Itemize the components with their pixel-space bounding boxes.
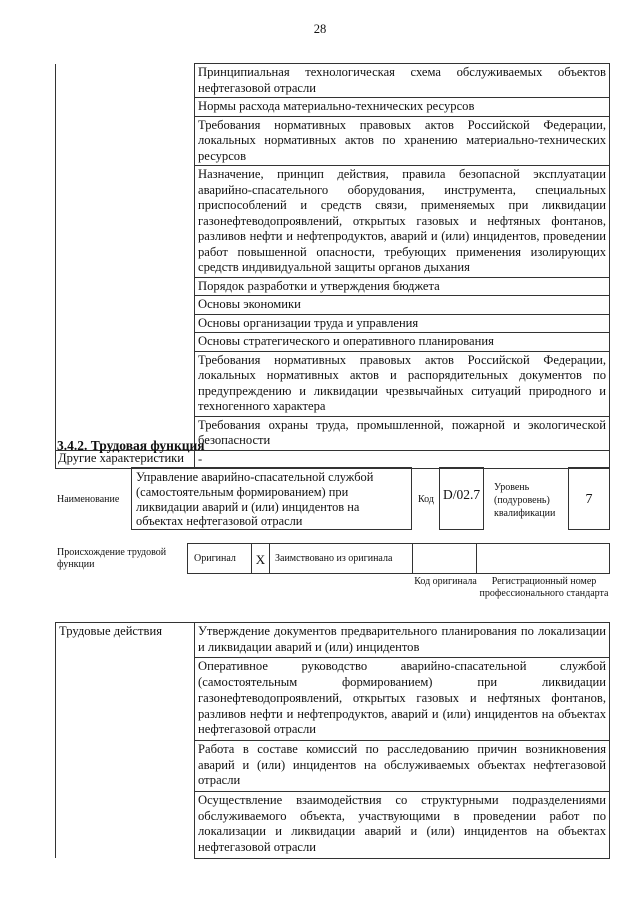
labor-actions-label: Трудовые действия: [56, 623, 195, 859]
name-label: Наименование: [57, 494, 120, 505]
level-box: [568, 467, 610, 530]
code-box: [439, 467, 484, 530]
labor-action-item: Оперативное руководство аварийно-спасательной службой (самостоятельным формированием) при ликвидации газонефтеводопроявлений, открытых газовых и нефтяных фонтанов, разливов нефти и нефтепродуктов, аварий и (или) инцидентов на объектах нефтегазовой отрасли: [195, 658, 610, 741]
knowledge-item: Назначение, принцип действия, правила безопасной эксплуатации аварийно-спасательного оборудования, инструмента, специальных приспособлений и средств связи, применяемых при ликвидации газонефтеводопроявлений, открытых газовых и нефтяных фонтанов, разливов нефти и нефтепродуктов, аварий и (или) инцидентов, проведении работ повышенной опасности, требующих применения изолирующих средств индивидуальной защиты органов дыхания: [195, 166, 610, 278]
knowledge-label-cell: [56, 64, 195, 451]
knowledge-table: [55, 63, 610, 469]
function-name-box: [131, 467, 412, 530]
function-name-value: Управление аварийно-спасательной службой (самостоятельным формированием) при ликвидации аварий и (или) инцидентов на объектах нефтегазовой отрасли: [136, 470, 374, 529]
knowledge-item: Порядок разработки и утверждения бюджета: [195, 277, 610, 296]
labor-action-item: Работа в составе комиссий по расследованию причин возникновения аварий и (или) инцидентов на обслуживаемых объектах нефтегазовой отрасли: [195, 740, 610, 791]
knowledge-item: Требования нормативных правовых актов Российской Федерации, локальных нормативных актов и распорядительных документов по предупреждению и ликвидации чрезвычайных ситуаций природного и техногенного характера: [195, 351, 610, 416]
origin-code-caption: Код оригинала: [414, 576, 477, 587]
page-number: 28: [313, 22, 327, 36]
labor-action-item: Осуществление взаимодействия со структурными подразделениями обслуживаемого объекта, участвующими в проведении работ по локализации и ликвидации аварий и (или) инцидентов на объектах нефтегазовой отрасли: [195, 792, 610, 859]
table-row: [56, 64, 610, 98]
origin-original-cell: [187, 543, 252, 574]
origin-borrowed-text: Заимствовано из оригинала: [275, 553, 393, 564]
origin-reg-cell: [476, 543, 610, 574]
knowledge-item: Основы организации труда и управления: [195, 314, 610, 333]
level-value: 7: [585, 492, 593, 507]
origin-reg-caption: Регистрационный номер профессионального стандарта: [479, 576, 609, 599]
origin-mark: X: [255, 552, 266, 567]
other-characteristics-value: -: [195, 450, 610, 469]
knowledge-item: Требования нормативных правовых актов Российской Федерации, локальных нормативных актов по хранению материально-технических ресурсов: [195, 116, 610, 166]
knowledge-item: Основы стратегического и оперативного планирования: [195, 333, 610, 352]
table-row: [56, 623, 610, 658]
knowledge-item: Нормы расхода материально-технических ресурсов: [195, 98, 610, 117]
knowledge-item: Основы экономики: [195, 296, 610, 315]
code-value: D/02.7: [443, 487, 481, 502]
knowledge-item: Принципиальная технологическая схема обслуживаемых объектов нефтегазовой отрасли: [195, 64, 610, 98]
code-label: Код: [418, 494, 434, 505]
other-characteristics-label: Другие характеристики: [56, 450, 195, 469]
labor-action-item: Утверждение документов предварительного планирования по локализации и ликвидации аварий и (или) инцидентов: [195, 623, 610, 658]
origin-mark-cell: [251, 543, 270, 574]
origin-original-text: Оригинал: [194, 553, 236, 564]
labor-actions-table: [55, 622, 610, 859]
level-label: Уровень (подуровень) квалификации: [494, 482, 556, 519]
origin-code-cell: [412, 543, 477, 574]
origin-label: Происхождение трудовой функции: [57, 547, 167, 570]
section-title: 3.4.2. Трудовая функция: [57, 438, 205, 453]
origin-borrowed-cell: [269, 543, 413, 574]
knowledge-item: Требования охраны труда, промышленной, пожарной и экологической безопасности: [195, 416, 610, 450]
